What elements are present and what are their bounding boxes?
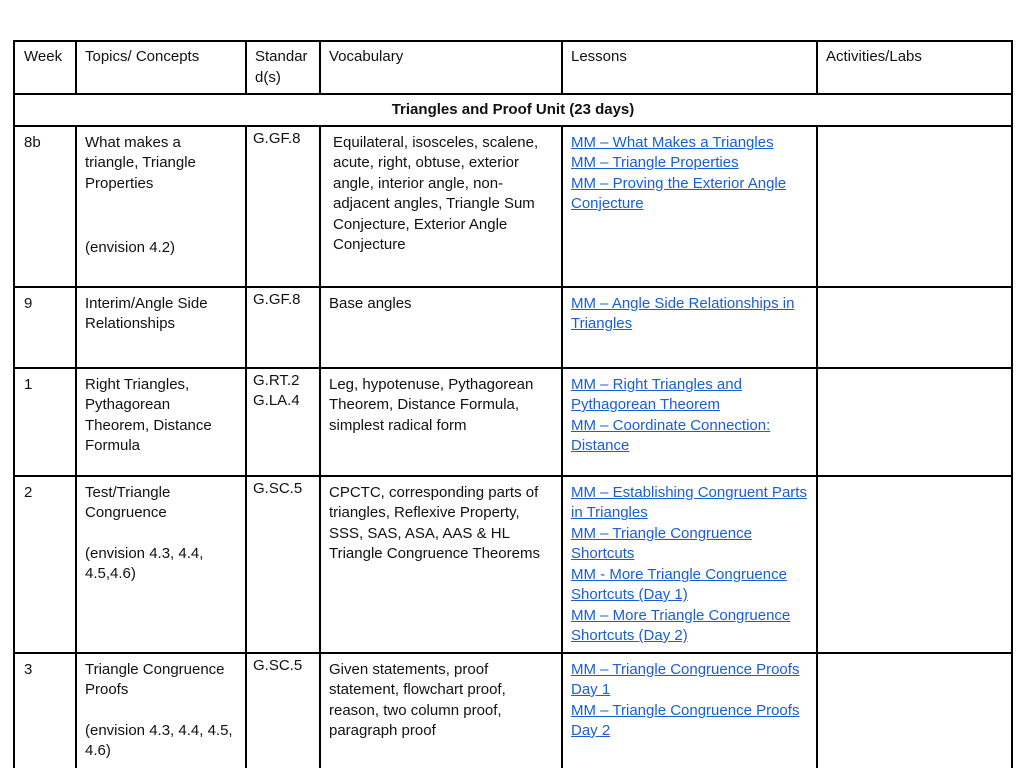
- lessons-cell: [562, 476, 817, 653]
- vocabulary-text: Given statements, proof statement, flowchart proof, reason, two column proof, paragraph proof: [329, 660, 506, 739]
- vocabulary-cell: [320, 368, 562, 476]
- topic-text: Test/Triangle Congruence: [85, 483, 171, 521]
- unit-title-row: [14, 94, 1012, 126]
- lesson-link[interactable]: MM – Proving the Exterior Angle Conjecture: [571, 174, 787, 212]
- topic-cell: [76, 476, 246, 653]
- topic-text: Triangle Congruence Proofs: [85, 660, 225, 698]
- standards-cell: [246, 126, 320, 287]
- lesson-link[interactable]: MM – Triangle Congruence Shortcuts: [571, 524, 752, 562]
- activities-cell: [817, 287, 1012, 368]
- topic-cell: [76, 653, 246, 768]
- topic-text: What makes a triangle, Triangle Properties: [85, 133, 196, 192]
- lessons-cell: [562, 287, 817, 368]
- topic-cell: [76, 368, 246, 476]
- table-row: [14, 287, 1012, 368]
- vocabulary-text: Leg, hypotenuse, Pythagorean Theorem, Distance Formula, simplest radical form: [329, 375, 534, 434]
- curriculum-table-container: [13, 40, 1011, 768]
- standard-code: G.RT.2: [253, 371, 300, 389]
- table-row: [14, 368, 1012, 476]
- lesson-link[interactable]: MM – Triangle Congruence Proofs Day 1: [571, 660, 800, 698]
- lessons-cell: [562, 368, 817, 476]
- standards-cell: [246, 653, 320, 768]
- topic-note: (envision 4.3, 4.4, 4.5,4.6): [85, 544, 204, 582]
- standards-cell: [246, 368, 320, 476]
- header-row: [14, 41, 1012, 94]
- lesson-link[interactable]: MM – Coordinate Connection: Distance: [571, 416, 771, 454]
- week-cell: 9: [14, 287, 76, 368]
- header-week: Week: [14, 41, 76, 94]
- header-standards: Standar d(s): [246, 41, 320, 94]
- week-cell: 3: [14, 653, 76, 768]
- vocabulary-cell: [320, 287, 562, 368]
- activities-cell: [817, 476, 1012, 653]
- activities-cell: [817, 126, 1012, 287]
- vocabulary-text: CPCTC, corresponding parts of triangles, Reflexive Property, SSS, SAS, ASA, AAS & HL Triangle Congruence Theorems: [329, 483, 540, 562]
- standard-code: G.GF.8: [253, 290, 301, 308]
- week-cell: 8b: [14, 126, 76, 287]
- activities-cell: [817, 368, 1012, 476]
- standard-code: G.GF.8: [253, 129, 301, 147]
- header-lessons: Lessons: [562, 41, 817, 94]
- header-vocabulary: Vocabulary: [320, 41, 562, 94]
- lesson-link[interactable]: MM – Right Triangles and Pythagorean Theorem: [571, 375, 742, 413]
- lessons-cell: [562, 653, 817, 768]
- vocabulary-cell: [320, 476, 562, 653]
- standard-code: G.SC.5: [253, 656, 303, 674]
- lesson-link[interactable]: MM – Triangle Properties: [571, 154, 739, 171]
- vocabulary-cell: [320, 126, 562, 287]
- topic-cell: [76, 126, 246, 287]
- lessons-cell: [562, 126, 817, 287]
- week-cell: 2: [14, 476, 76, 653]
- vocabulary-text: Equilateral, isosceles, scalene, acute, right, obtuse, exterior angle, interior angle, non-adjacent angles, Triangle Sum Conjecture, Exterior Angle Conjecture: [333, 133, 539, 253]
- lesson-link[interactable]: MM – More Triangle Congruence Shortcuts (Day 2): [571, 606, 791, 644]
- lesson-link[interactable]: MM – What Makes a Triangles: [571, 133, 774, 151]
- standard-code: G.LA.4: [253, 392, 300, 409]
- topic-text: Interim/Angle Side Relationships: [85, 294, 208, 332]
- lesson-link[interactable]: MM - More Triangle Congruence Shortcuts (Day 1): [571, 565, 787, 603]
- lesson-link[interactable]: MM – Establishing Congruent Parts in Triangles: [571, 483, 807, 521]
- header-activities: Activities/Labs: [817, 41, 1012, 94]
- vocabulary-text: Base angles: [329, 294, 412, 312]
- header-topics: Topics/ Concepts: [76, 41, 246, 94]
- topic-text: Right Triangles, Pythagorean Theorem, Distance Formula: [85, 375, 212, 454]
- week-cell: 1: [14, 368, 76, 476]
- standards-cell: [246, 287, 320, 368]
- unit-title: Triangles and Proof Unit (23 days): [14, 94, 1012, 126]
- activities-cell: [817, 653, 1012, 768]
- table-row: [14, 653, 1012, 768]
- topic-note: (envision 4.3, 4.4, 4.5, 4.6): [85, 721, 233, 759]
- vocabulary-cell: [320, 653, 562, 768]
- lesson-link[interactable]: MM – Triangle Congruence Proofs Day 2: [571, 701, 800, 739]
- topic-cell: [76, 287, 246, 368]
- table-row: [14, 126, 1012, 287]
- table-row: [14, 476, 1012, 653]
- topic-note: (envision 4.2): [85, 239, 176, 256]
- standards-cell: [246, 476, 320, 653]
- curriculum-table: [13, 40, 1013, 768]
- standard-code: G.SC.5: [253, 479, 303, 497]
- lesson-link[interactable]: MM – Angle Side Relationships in Triangles: [571, 294, 795, 332]
